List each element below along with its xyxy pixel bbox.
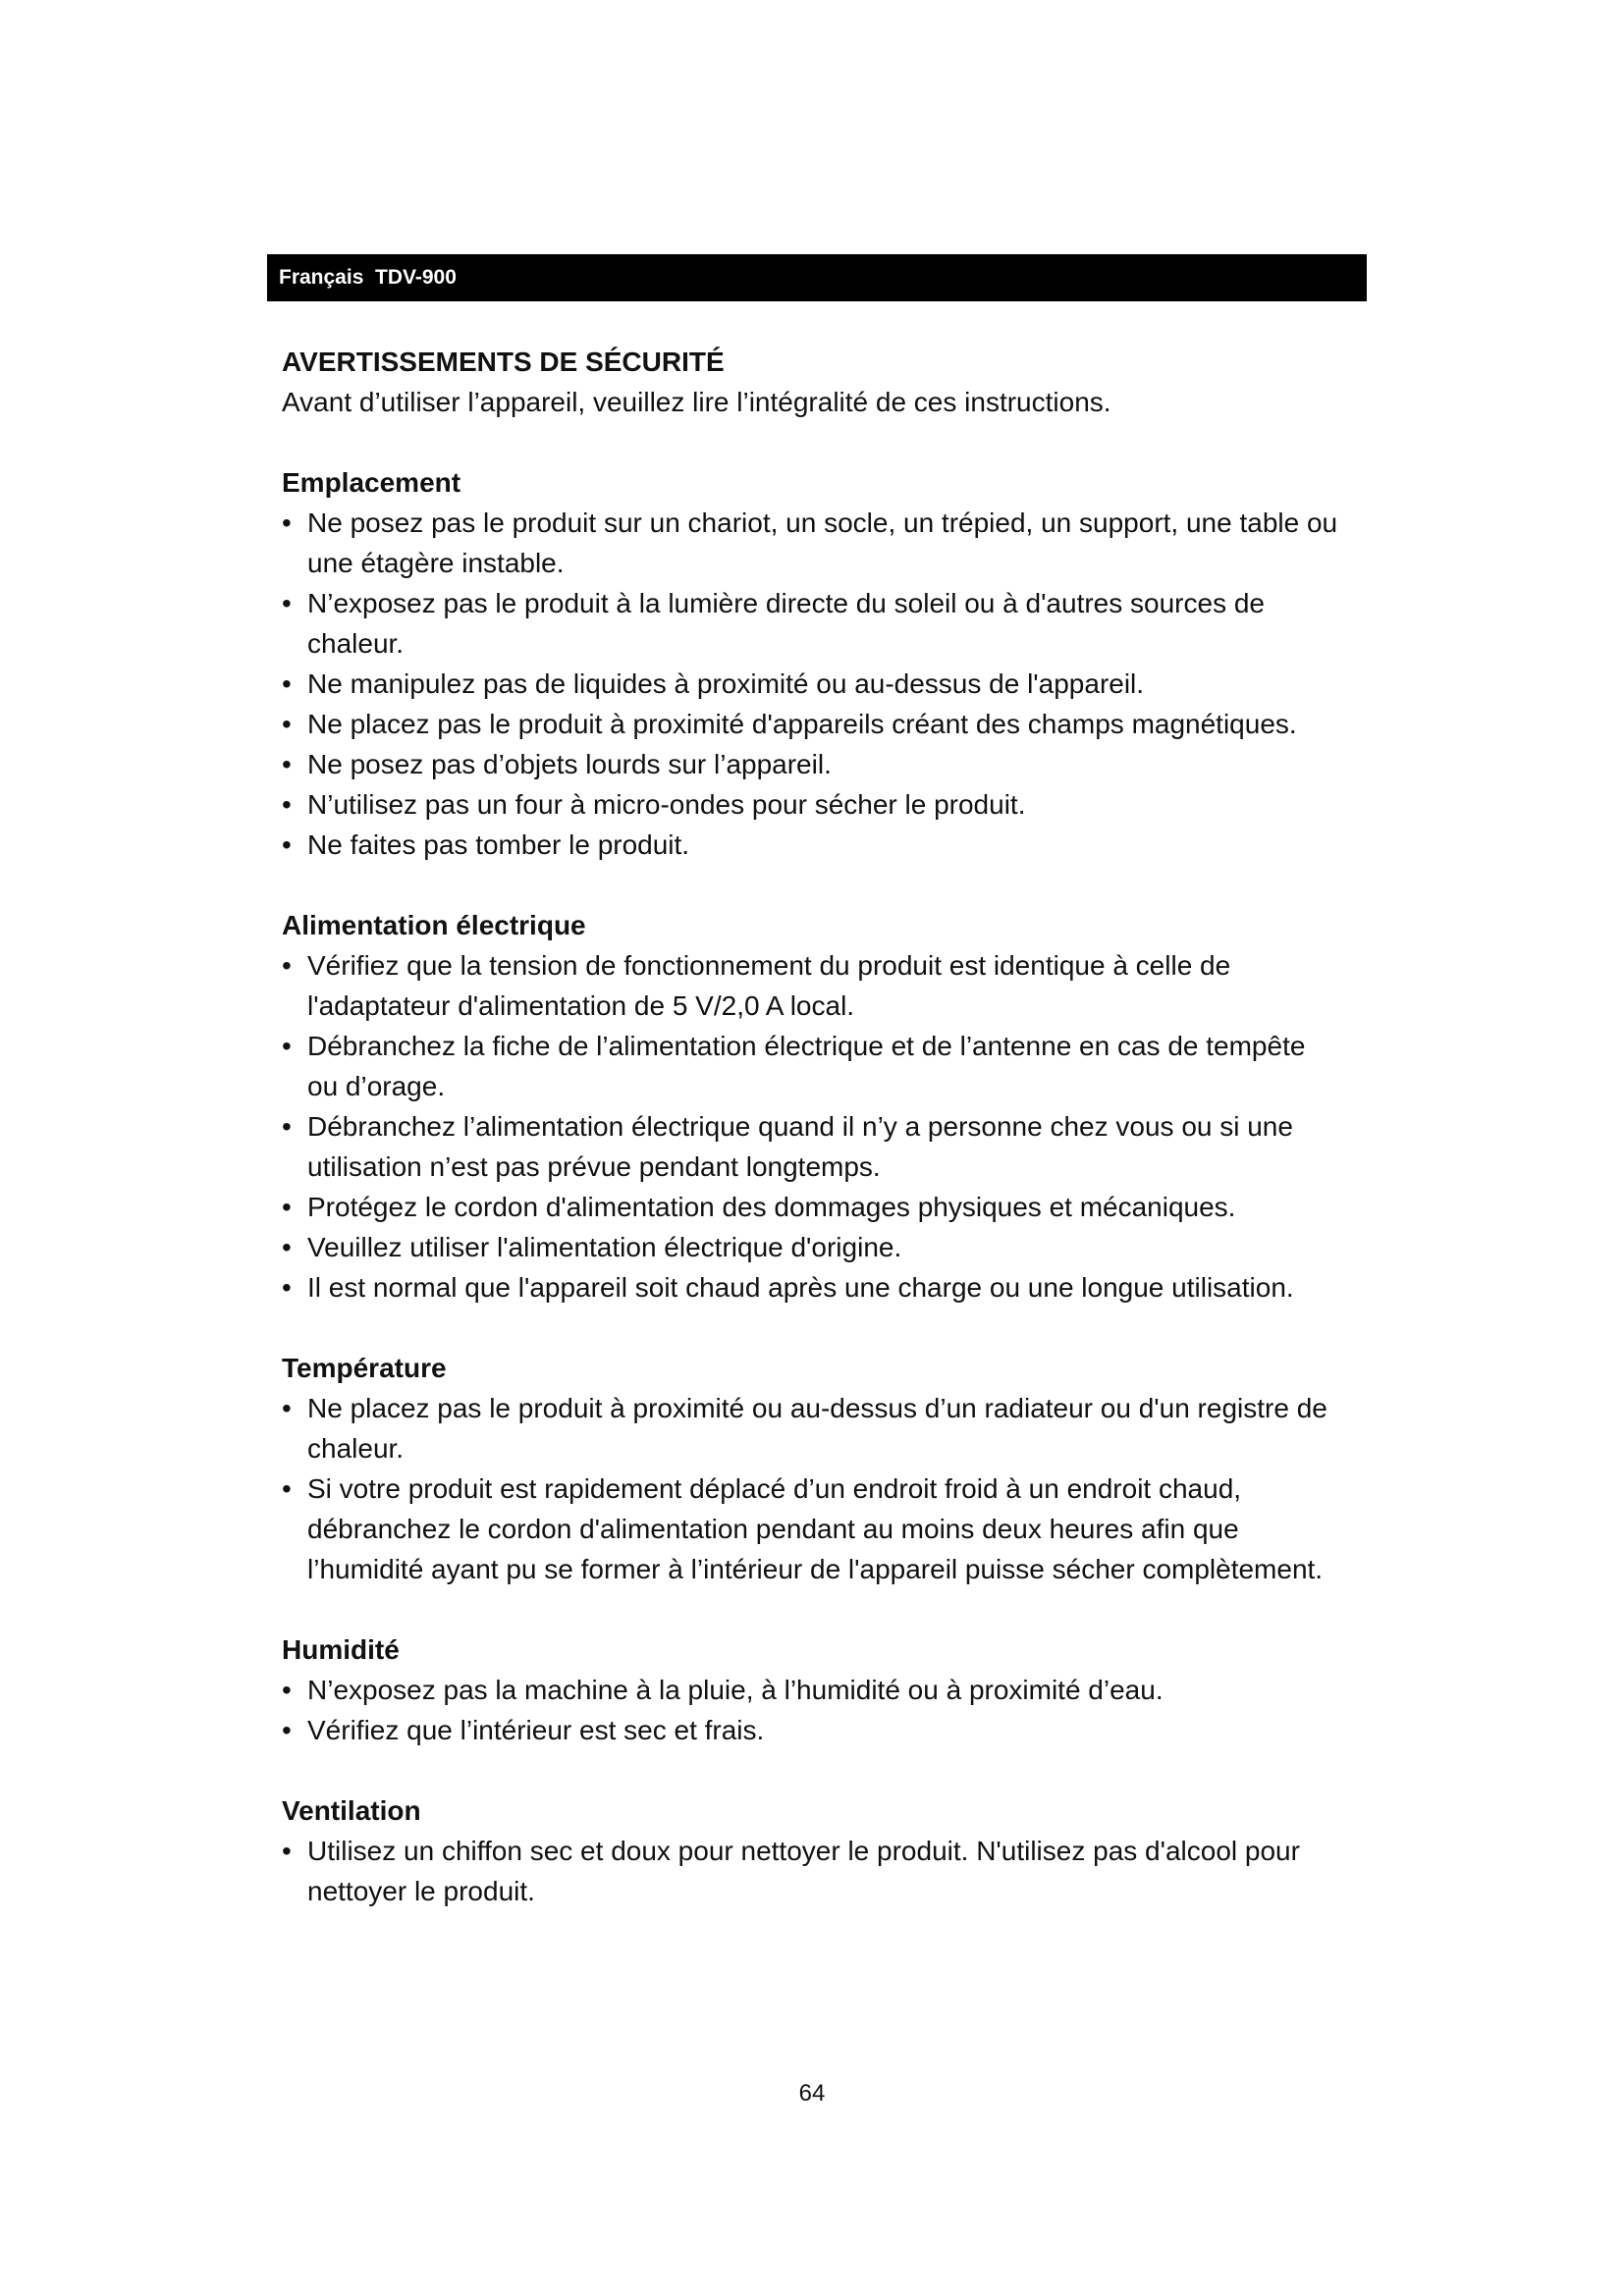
section-title: Humidité bbox=[282, 1634, 400, 1665]
list-item-text: Ne placez pas le produit à proximité d'appareils créant des champs magnétiques. bbox=[307, 709, 1297, 739]
list-item-text: Protégez le cordon d'alimentation des dommages physiques et mécaniques. bbox=[307, 1192, 1236, 1222]
bullet-icon: • bbox=[282, 507, 292, 538]
header-label: Français TDV-900 bbox=[279, 266, 457, 289]
list-item bbox=[282, 1710, 1342, 1750]
list-item-text: Vérifiez que la tension de fonctionnement du produit est identique à celle de l'adaptateur d'alimentation de 5 V/2,0 A local. bbox=[307, 950, 1231, 1021]
list-item bbox=[282, 1026, 1342, 1106]
list-item bbox=[282, 1670, 1342, 1710]
bullet-list bbox=[282, 1388, 1342, 1589]
intro-text: Avant d’utiliser l’appareil, veuillez lire l’intégralité de ces instructions. bbox=[282, 387, 1111, 417]
header-bar bbox=[267, 254, 1367, 301]
bullet-icon: • bbox=[282, 1232, 292, 1262]
bullet-icon: • bbox=[282, 1675, 292, 1705]
bullet-icon: • bbox=[282, 709, 292, 739]
bullet-icon: • bbox=[282, 1192, 292, 1222]
bullet-icon: • bbox=[282, 950, 292, 981]
list-item-text: Ne placez pas le produit à proximité ou au-dessus d’un radiateur ou d'un registre de chaleur. bbox=[307, 1393, 1327, 1464]
list-item-text: Ne posez pas d’objets lourds sur l’appareil. bbox=[307, 749, 832, 779]
section-title: Température bbox=[282, 1353, 447, 1383]
section-alimentation bbox=[282, 906, 1342, 1308]
bullet-list bbox=[282, 503, 1342, 865]
section-title: Ventilation bbox=[282, 1795, 421, 1826]
list-item-text: Ne manipulez pas de liquides à proximité ou au-dessus de l'appareil. bbox=[307, 668, 1145, 699]
bullet-icon: • bbox=[282, 1715, 292, 1745]
list-item-text: Débranchez la fiche de l’alimentation électrique et de l’antenne en cas de tempête ou d’orage. bbox=[307, 1031, 1306, 1101]
bullet-icon: • bbox=[282, 668, 292, 699]
bullet-icon: • bbox=[282, 1111, 292, 1142]
section-temperature bbox=[282, 1349, 1342, 1589]
list-item-text: N’utilisez pas un four à micro-ondes pour sécher le produit. bbox=[307, 789, 1026, 820]
list-item bbox=[282, 664, 1342, 704]
section-emplacement bbox=[282, 463, 1342, 865]
bullet-list bbox=[282, 1670, 1342, 1750]
page-number: 64 bbox=[798, 2080, 826, 2107]
list-item-text: Si votre produit est rapidement déplacé d’un endroit froid à un endroit chaud, débranchez le cordon d'alimentation pendant au moins deux heures afin que l’humidité ayant pu se former à l’intérieur de l'appareil puisse sécher complètement. bbox=[307, 1473, 1324, 1584]
list-item-text: N’exposez pas la machine à la pluie, à l’humidité ou à proximité d’eau. bbox=[307, 1675, 1164, 1705]
list-item bbox=[282, 1227, 1342, 1267]
page-content bbox=[282, 344, 1342, 1911]
list-item bbox=[282, 1831, 1342, 1911]
section-humidite bbox=[282, 1630, 1342, 1750]
section-title: Alimentation électrique bbox=[282, 910, 586, 940]
bullet-list bbox=[282, 1831, 1342, 1911]
list-item bbox=[282, 1187, 1342, 1227]
section-title: Emplacement bbox=[282, 467, 461, 498]
list-item-text: Ne posez pas le produit sur un chariot, un socle, un trépied, un support, une table ou une étagère instable. bbox=[307, 507, 1338, 578]
list-item-text: Vérifiez que l’intérieur est sec et frais. bbox=[307, 1715, 765, 1745]
bullet-icon: • bbox=[282, 749, 292, 779]
list-item bbox=[282, 945, 1342, 1026]
bullet-icon: • bbox=[282, 1836, 292, 1866]
list-item bbox=[282, 825, 1342, 865]
list-item bbox=[282, 1106, 1342, 1187]
bullet-list bbox=[282, 945, 1342, 1308]
list-item bbox=[282, 744, 1342, 784]
bullet-icon: • bbox=[282, 1393, 292, 1423]
section-ventilation bbox=[282, 1791, 1342, 1911]
bullet-icon: • bbox=[282, 789, 292, 820]
list-item bbox=[282, 704, 1342, 744]
list-item-text: Ne faites pas tomber le produit. bbox=[307, 829, 690, 860]
list-item-text: Veuillez utiliser l'alimentation électrique d'origine. bbox=[307, 1232, 902, 1262]
list-item bbox=[282, 503, 1342, 583]
page-title: AVERTISSEMENTS DE SÉCURITÉ bbox=[282, 347, 725, 377]
bullet-icon: • bbox=[282, 829, 292, 860]
list-item-text: Débranchez l’alimentation électrique quand il n’y a personne chez vous ou si une utilisation n’est pas prévue pendant longtemps. bbox=[307, 1111, 1293, 1182]
list-item-text: Utilisez un chiffon sec et doux pour nettoyer le produit. N'utilisez pas d'alcool pour nettoyer le produit. bbox=[307, 1836, 1300, 1906]
list-item bbox=[282, 583, 1342, 664]
bullet-icon: • bbox=[282, 1272, 292, 1303]
list-item bbox=[282, 784, 1342, 825]
list-item bbox=[282, 1468, 1342, 1589]
list-item bbox=[282, 1388, 1342, 1468]
list-item-text: N’exposez pas le produit à la lumière directe du soleil ou à d'autres sources de chaleur. bbox=[307, 588, 1265, 659]
list-item-text: Il est normal que l'appareil soit chaud après une charge ou une longue utilisation. bbox=[307, 1272, 1294, 1303]
bullet-icon: • bbox=[282, 1473, 292, 1504]
bullet-icon: • bbox=[282, 588, 292, 618]
bullet-icon: • bbox=[282, 1031, 292, 1061]
list-item bbox=[282, 1267, 1342, 1308]
